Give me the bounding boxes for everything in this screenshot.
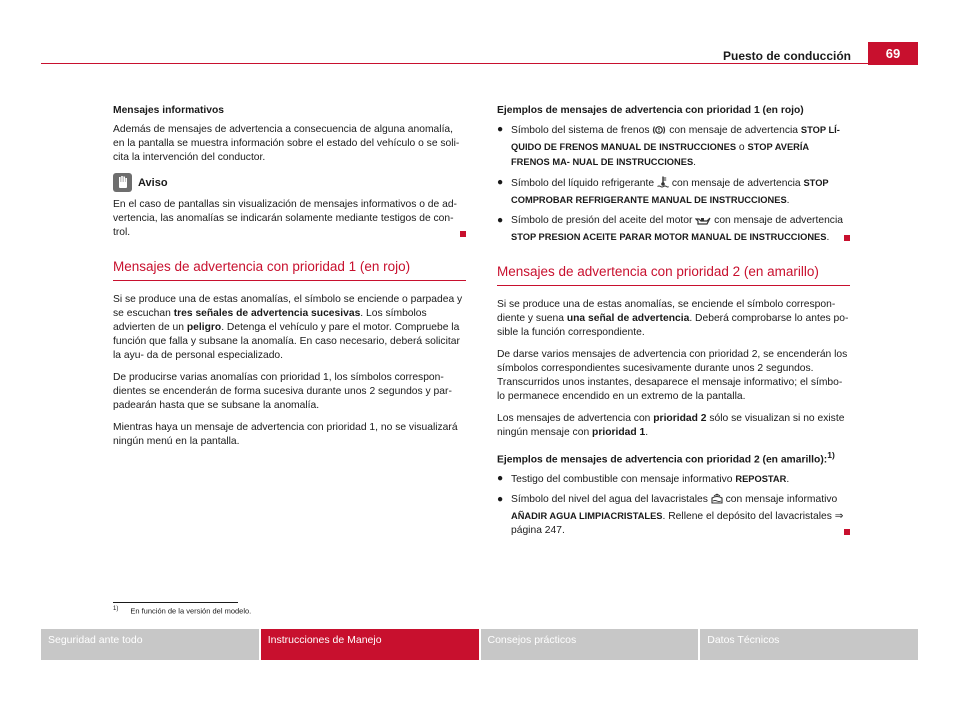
priority2-paragraph — [497, 298, 850, 340]
b1-pre: Símbolo del sistema de frenos — [511, 125, 653, 136]
footer-tab-datos[interactable]: Datos Técnicos — [700, 629, 918, 660]
brake-system-icon — [652, 125, 666, 140]
note-text-body: En el caso de pantallas sin visualización de mensajes informativos o de ad- vertencia, las anomalías se indicarán solamente mediante testigos de con- trol. — [113, 199, 457, 238]
footnote — [113, 606, 251, 616]
washer-fluid-icon — [711, 493, 723, 509]
b2-msg: STOP COMPROBAR REFRIGERANTE MANUAL DE INSTRUCCIONES — [511, 178, 829, 205]
list-item — [497, 472, 850, 487]
footnote-marker: 1) — [113, 606, 119, 612]
priority1-heading: Mensajes de advertencia con prioridad 1 (en rojo) — [113, 258, 466, 281]
p6-b: prioridad 2 — [653, 413, 707, 424]
list-item — [497, 123, 850, 170]
b2-mid: con mensaje de advertencia — [668, 178, 804, 189]
p6-d: prioridad 1 — [592, 427, 646, 438]
b2-pre: Símbolo del líquido refrigerante — [511, 178, 657, 189]
p4-c: . Deberá comprobarse lo antes po- sible la función correspondiente. — [497, 313, 849, 338]
examples1-heading: Ejemplos de mensajes de advertencia con prioridad 1 (en rojo) — [497, 105, 804, 116]
p1-a: Si se produce una de estas anomalías, el símbolo se enciende o parpadea y se escuchan — [113, 294, 463, 319]
header-rule — [41, 63, 918, 64]
p1-d: peligro — [186, 322, 222, 333]
priority2-heading: Mensajes de advertencia con prioridad 2 (en amarillo) — [497, 263, 850, 286]
priority2-visibility: Los mensajes de advertencia con prioridad 2 sólo se visualizan si no existe ningún mensaje con prioridad 1. — [497, 413, 845, 438]
end-mark — [844, 235, 850, 241]
list-item — [497, 214, 850, 245]
list-item — [497, 176, 850, 208]
bullet-dot: ● — [497, 494, 504, 506]
footnote-rule — [113, 602, 238, 603]
priority1-menu: Mientras haya un mensaje de advertencia con prioridad 1, no se visualizará ningún menú en la pantalla. — [113, 422, 458, 447]
list-item-text: Símbolo de presión del aceite del motor con mensaje de advertencia STOP PRESION ACEITE PARAR MOTOR MANUAL DE INSTRUCCIONES. — [511, 214, 850, 245]
p1-b: tres señales de advertencia sucesivas — [173, 308, 361, 319]
bullet-dot: ● — [497, 124, 504, 135]
oil-pressure-icon — [695, 216, 711, 230]
b1-msg1: STOP LÍ- QUIDO DE FRENOS MANUAL DE INSTRUCCIONES — [511, 125, 840, 152]
bullet-dot: ● — [497, 215, 504, 226]
info-text: Además de mensajes de advertencia a consecuencia de alguna anomalía, en la pantalla se muestra información sobre el estado del vehículo o se soli- cita la intervención del conductor. — [113, 124, 460, 163]
footer-tab-seguridad[interactable]: Seguridad ante todo — [41, 629, 259, 660]
footnote-text: En función de la versión del modelo. — [130, 606, 252, 616]
priority1-paragraph — [113, 293, 466, 363]
list-item-text: Símbolo del líquido refrigerante con mensaje de advertencia STOP COMPROBAR REFRIGERANTE MANUAL DE INSTRUCCIONES. — [511, 178, 829, 206]
b1-or: o — [736, 142, 748, 153]
p1-e: . Detenga el vehículo y pare el motor. Compruebe la función que falla y subsane la anomalía. En caso necesario, deberá solicitar la ayu- da de personal especializado. — [113, 322, 460, 361]
note-text — [113, 198, 466, 240]
b5-pre: Símbolo del nivel del agua del lavacristales — [511, 494, 711, 506]
b4-msg: REPOSTAR — [735, 474, 787, 485]
left-column — [113, 104, 466, 457]
page-number: 69 — [868, 42, 918, 65]
b4-pre: Testigo del combustible con mensaje informativo — [511, 474, 736, 486]
section-title: Puesto de conducción — [722, 49, 851, 63]
p1-c: . Los símbolos advierten de un — [113, 308, 427, 333]
bullet-dot: ● — [497, 177, 504, 188]
end-mark — [844, 529, 850, 535]
bullet-dot: ● — [497, 473, 504, 485]
priority1-multiple: De producirse varias anomalías con prioridad 1, los símbolos correspon- dientes se encenderán de forma sucesiva durante unos 2 segundos y par- padearán hasta que se subsane la anomalía. — [113, 372, 452, 411]
b3-mid: con mensaje de advertencia — [711, 215, 843, 226]
coolant-icon — [657, 176, 669, 193]
footnote-ref: 1) — [827, 450, 835, 460]
b1-msg2: STOP AVERÍA FRENOS MA- NUAL DE INSTRUCCIONES — [511, 142, 809, 167]
examples2-heading-text: Ejemplos de mensajes de advertencia con prioridad 2 (en amarillo): — [497, 454, 828, 466]
right-column — [497, 104, 850, 544]
list-item-text — [511, 493, 850, 538]
b3-msg: STOP PRESION ACEITE PARAR MOTOR MANUAL DE INSTRUCCIONES — [511, 232, 827, 242]
examples2-heading — [497, 448, 850, 467]
note-title: Aviso — [138, 176, 168, 189]
b5-msg: AÑADIR AGUA LIMPIACRISTALES — [511, 511, 663, 522]
list-item — [497, 493, 850, 538]
info-heading: Mensajes informativos — [113, 105, 225, 116]
footer-tab-instrucciones[interactable]: Instrucciones de Manejo — [261, 629, 479, 660]
p6-a: Los mensajes de advertencia con — [497, 413, 654, 424]
footer-tab-consejos[interactable]: Consejos prácticos — [481, 629, 699, 660]
end-mark — [460, 231, 466, 237]
note-hand-icon — [113, 173, 132, 192]
footer-nav — [41, 629, 918, 660]
note-box — [113, 173, 466, 192]
priority2-multiple: De darse varios mensajes de advertencia con prioridad 2, se encenderán los símbolos correspondientes sucesivamente durante unos 2 segundos. Transcurridos unos instantes, desaparece el mensaje informativo; el símbo- lo permanece encendido en un extremo de la pantalla. — [497, 349, 848, 402]
b5-post: . Rellene el depósito del lavacristales ⇒ página 247. — [511, 511, 844, 537]
p6-c: sólo se visualizan si no existe ningún mensaje con — [497, 413, 845, 438]
p4-a: Si se produce una de estas anomalías, se enciende el símbolo correspon- diente y suena — [497, 299, 836, 324]
b1-mid: con mensaje de advertencia — [666, 125, 801, 136]
p4-b: una señal de advertencia — [566, 313, 690, 324]
list-item-text: Símbolo del sistema de frenos con mensaje de advertencia STOP LÍ- QUIDO DE FRENOS MANUAL DE INSTRUCCIONES o STOP AVERÍA FRENOS MA- NUAL DE INSTRUCCIONES. — [511, 125, 840, 168]
b3-pre: Símbolo de presión del aceite del motor — [511, 215, 696, 226]
b5-mid: con mensaje informativo — [722, 494, 838, 506]
list-item-text: Testigo del combustible con mensaje informativo REPOSTAR. — [511, 474, 790, 486]
